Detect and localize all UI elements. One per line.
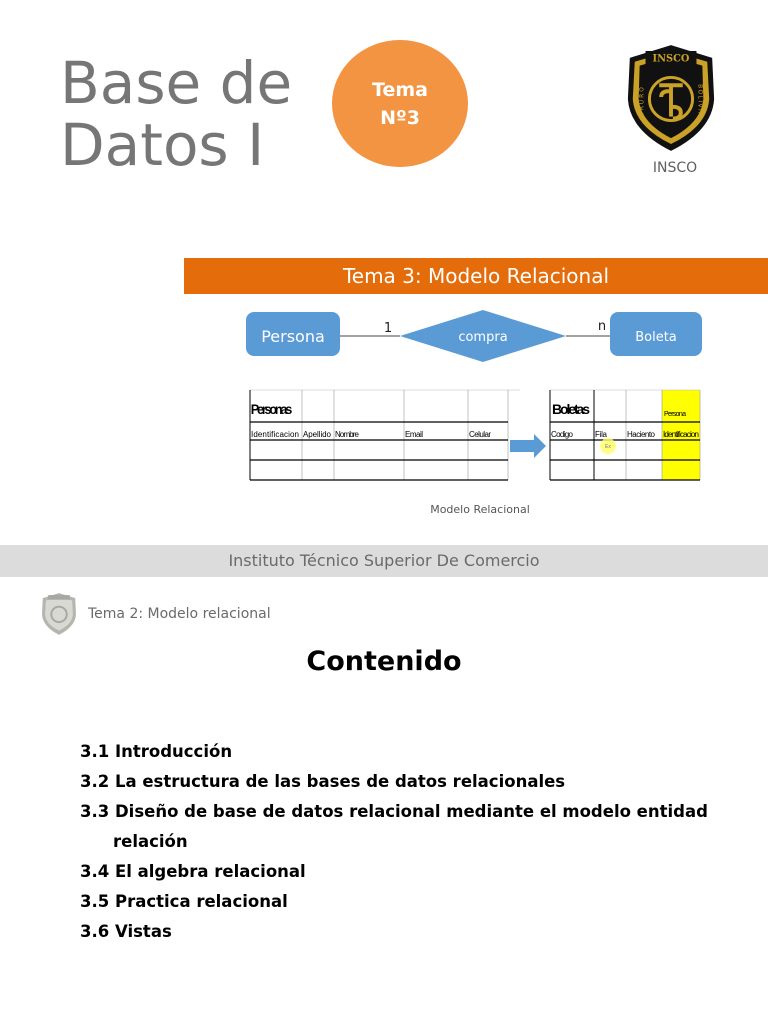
document-title — [60, 49, 320, 179]
table-personas-title: Personas — [250, 401, 293, 418]
logo-caption: INSCO — [652, 160, 698, 176]
title-line-1: Base de — [60, 49, 293, 117]
table-of-contents — [80, 737, 720, 947]
diagram-caption: Modelo Relacional — [430, 503, 530, 516]
logo-text-right: BOLIVIA — [696, 84, 703, 118]
badge-line-1: Tema — [372, 79, 428, 101]
relational-model-diagram — [240, 306, 710, 484]
toc-item: 3.2 La estructura de las bases de datos relacionales — [80, 772, 566, 791]
col-codigo: Codigo — [551, 430, 573, 439]
logo-text-left: ORURO — [639, 85, 646, 117]
insco-mini-logo — [38, 592, 80, 636]
col-email: Email — [405, 430, 423, 439]
cardinality-left: 1 — [383, 321, 393, 336]
relationship-label: compra — [458, 330, 508, 345]
slide-header: Tema 2: Modelo relacional — [88, 606, 271, 622]
col-identificacion-fk: Identificacion — [663, 430, 699, 439]
entity-persona-label: Persona — [261, 327, 325, 346]
col-apellido: Apellido — [303, 430, 331, 439]
arrow-icon — [510, 434, 546, 458]
fk-label: Persona — [664, 411, 686, 418]
cell-note: Ex — [605, 444, 611, 450]
col-identificacion: Identificacion — [251, 430, 299, 439]
institute-footer: Instituto Técnico Superior De Comercio — [0, 545, 768, 577]
col-haciento: Haciento — [627, 430, 655, 439]
col-fila: Fila — [595, 430, 607, 439]
col-nombre: Nombre — [335, 430, 359, 439]
insco-logo — [622, 42, 720, 154]
topic-number-badge — [332, 40, 468, 167]
toc-item: 3.6 Vistas — [80, 922, 172, 941]
col-celular: Celular — [469, 430, 491, 439]
logo-text-top: INSCO — [652, 53, 690, 65]
toc-item: 3.3 Diseño de base de datos relacional mediante el modelo entidad relación — [80, 802, 708, 851]
table-boletas — [550, 390, 700, 480]
toc-item: 3.5 Practica relacional — [80, 892, 288, 911]
cardinality-right: n — [597, 319, 607, 334]
toc-item: 3.1 Introducción — [80, 742, 233, 761]
badge-line-2: Nº3 — [380, 107, 420, 129]
table-personas — [250, 390, 520, 480]
table-boletas-title: Boletas — [552, 401, 590, 417]
entity-boleta-label: Boleta — [635, 330, 677, 345]
content-title: Contenido — [306, 646, 462, 677]
logo-monogram: ITSC — [622, 42, 625, 44]
topic-bar: Tema 3: Modelo Relacional — [184, 258, 768, 294]
toc-item: 3.4 El algebra relacional — [80, 862, 306, 881]
title-line-2: Datos I — [60, 111, 265, 179]
